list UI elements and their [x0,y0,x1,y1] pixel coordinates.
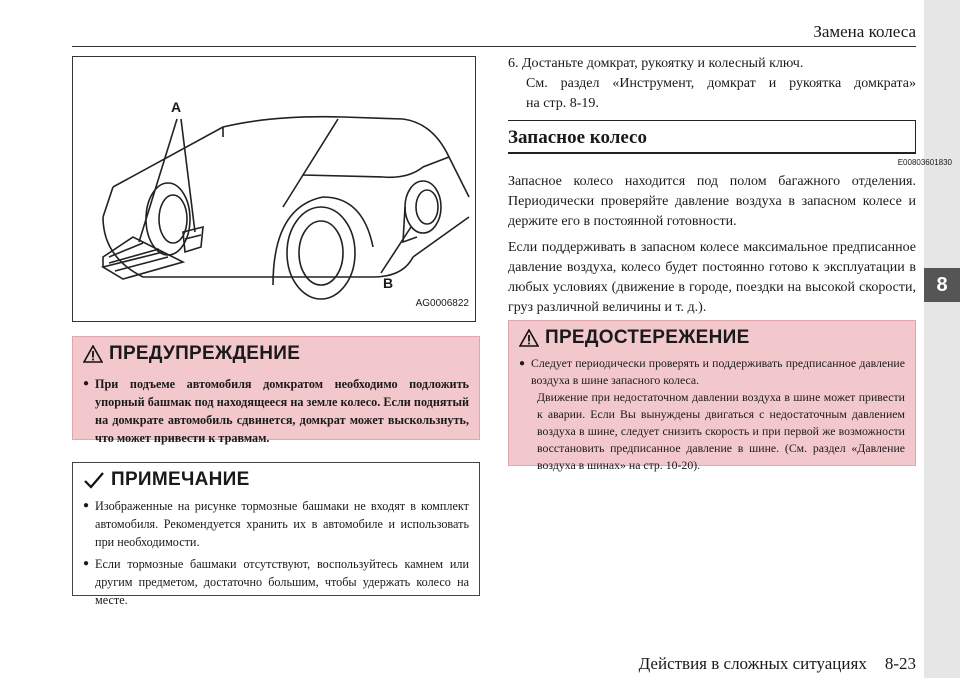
step-6 [508,54,916,114]
bullet-icon: ● [519,358,526,369]
step-6-line2: См. раздел «Инструмент, домкрат и рукоятка домкрата» [526,76,916,91]
note-title: ПРИМЕЧАНИЕ [111,469,250,490]
figure-label-b: B [383,275,394,291]
caution-sub-text: Движение при недостаточном давлении воздуха в шине может привести к аварии. Если Вы вынуждены двигаться с недостаточным давлением воздуха в шине, следует снизить скорость и при первой же возможности восстановить предписанное давление в шине. (См. раздел «Давление воздуха в шинах» на стр. 10-20). [537,390,905,472]
figure-label-a: A [171,99,182,115]
warning-item-text: При подъеме автомобиля домкратом необходимо подложить упорный башмак под находящееся на земле колесо. Если поднятый на домкрате автомобиль сдвинется, домкрат может выскользнуть, что может привести к травмам. [95,377,469,445]
footer-page-number: 8-23 [884,654,916,673]
note-item [83,555,469,609]
warning-triangle-icon [83,345,103,363]
section-heading [508,120,916,154]
note-header [73,463,479,495]
car-wheel-chocks-illustration [73,57,477,323]
note-box [72,462,480,607]
note-item [83,497,469,551]
caution-item [519,355,905,389]
caution-header [509,321,915,353]
illustration-figure [72,56,476,322]
warning-header [73,337,479,369]
chapter-side-tab [924,0,960,678]
page-footer [639,654,916,674]
section-title: Запасное колесо [508,127,647,148]
section-paragraph-2: Если поддерживать в запасном колесе максимальное предписанное давление воздуха, колесо будет постоянно готово к эксплуатации в любых условиях (движение в городе, поездки на высокой скорости, груз различной величины и т. д.). [508,240,916,315]
warning-title: ПРЕДУПРЕЖДЕНИЕ [109,343,301,364]
caution-triangle-icon [519,329,539,347]
section-code: E00803601830 [897,158,952,167]
caution-title: ПРЕДОСТЕРЕЖЕНИЕ [545,327,750,348]
step-6-line3: на стр. 8-19. [526,96,599,111]
caution-item-text: Следует периодически проверять и поддерживать предписанное давление воздуха в шине запасного колеса. [531,356,905,387]
note-item-text: Изображенные на рисунке тормозные башмаки не входят в комплект автомобиля. Рекомендуется хранить их в автомобиле и использовать при необходимости. [95,499,469,549]
page-header-title: Замена колеса [813,22,916,41]
note-item-text: Если тормозные башмаки отсутствуют, воспользуйтесь камнем или другим предметом, достаточно большим, чтобы удержать колесо на месте. [95,557,469,607]
warning-item [83,375,469,447]
header-rule [72,46,916,47]
warning-box [72,336,480,445]
note-check-icon [83,471,105,489]
footer-section: Действия в сложных ситуациях [638,654,867,673]
bullet-icon: ● [83,500,90,511]
section-paragraph-1: Запасное колесо находится под полом багажного отделения. Периодически проверяйте давление воздуха в запасном колесе и держите его в постоянной готовности. [508,174,916,229]
bullet-icon: ● [83,378,90,389]
chapter-badge: 8 [924,268,960,302]
step-6-line1: 6. Достаньте домкрат, рукоятку и колесный ключ. [508,56,804,71]
bullet-icon: ● [83,558,90,569]
figure-id: AG0006822 [415,298,469,309]
caution-box [508,320,916,472]
